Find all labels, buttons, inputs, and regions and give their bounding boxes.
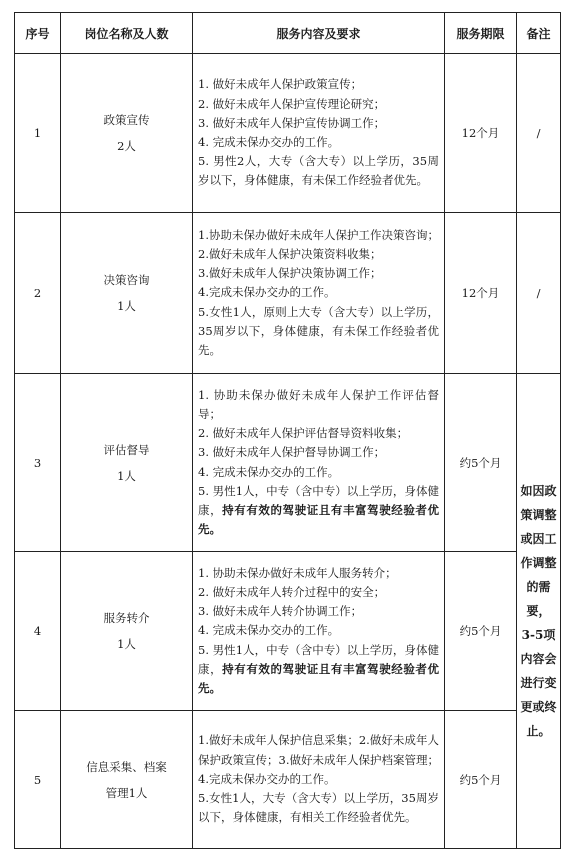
position-name: 信息采集、档案	[86, 759, 167, 774]
row-position	[61, 213, 193, 374]
job-table	[14, 12, 561, 849]
merged-remark: 如因政策调整或因工作调整的需要，3-5项内容会进行变更或终止。	[517, 374, 561, 849]
row-content	[193, 213, 445, 374]
row-no: 4	[15, 552, 61, 711]
item5-bold-text: 持有有效的驾驶证且有丰富驾驶经验者优先。	[198, 661, 440, 695]
row-remark: /	[517, 213, 561, 374]
row-content	[193, 711, 445, 849]
table-row	[15, 552, 561, 711]
content-item: 2. 做好未成年人转介过程中的安全；	[198, 584, 386, 599]
position-count: 管理1人	[105, 785, 148, 800]
content-item: 1. 协助未保办做好未成年人服务转介；	[198, 565, 397, 580]
item5-text: 5. 男性1人，中专（含中专）以上学历，身体健康，	[198, 483, 439, 517]
content-item: 3.做好未成年人保护决策协调工作；	[198, 266, 382, 281]
item5-bold-text: 持有有效的驾驶证且有丰富驾驶经验者优先。	[198, 502, 440, 537]
row-term: 约5个月	[445, 374, 517, 552]
row-term: 12个月	[445, 213, 517, 374]
row-position	[61, 711, 193, 849]
table-row	[15, 711, 561, 849]
row-remark: /	[517, 54, 561, 213]
content-item: 2. 做好未成年人保护评估督导资料收集；	[198, 426, 409, 441]
content-item	[198, 641, 439, 699]
content-item: 4. 完成未保办交办的工作。	[198, 464, 340, 479]
row-position	[61, 54, 193, 213]
position-name: 评估督导	[103, 442, 150, 457]
content-item: 2. 做好未成年人保护宣传理论研究；	[198, 96, 386, 111]
content-item	[198, 482, 439, 540]
content-item: 1.协助未保办做好未成年人保护工作决策咨询；	[198, 227, 439, 242]
position-count: 2人	[117, 139, 136, 153]
row-no: 1	[15, 54, 61, 213]
content-item: 3. 做好未成年人保护宣传协调工作；	[198, 115, 386, 130]
header-position: 岗位名称及人数	[61, 13, 193, 54]
position-count: 1人	[117, 468, 136, 483]
content-item: 5.女性1人，大专（含大专）以上学历，35周岁以下，身体健康，有相关工作经验者优先。	[198, 791, 439, 825]
table-row	[15, 54, 561, 213]
row-content	[193, 374, 445, 552]
table-row	[15, 374, 561, 552]
content-item: 4.完成未保办交办的工作。	[198, 285, 336, 300]
header-remark: 备注	[517, 13, 561, 54]
content-item: 2.做好未成年人保护决策资料收集；	[198, 246, 382, 261]
row-position	[61, 552, 193, 711]
row-content	[193, 552, 445, 711]
header-row	[15, 13, 561, 54]
content-item: 1.做好未成年人保护信息采集；2.做好未成年人保护政策宣传；3.做好未成年人保护档案管理；4.完成未保办交办的工作。	[198, 733, 439, 786]
content-item: 5.女性1人，原则上大专（含大专）以上学历，35周岁以下，身体健康，有未保工作经验者优先。	[198, 304, 439, 357]
row-term: 约5个月	[445, 552, 517, 711]
table-row	[15, 213, 561, 374]
row-no: 3	[15, 374, 61, 552]
content-item: 5. 男性2人，大专（含大专）以上学历，35周岁以下，身体健康，有未保工作经验者优先。	[198, 154, 439, 188]
row-term: 12个月	[445, 54, 517, 213]
content-item: 3. 做好未成年人保护督导协调工作；	[198, 445, 386, 460]
position-name: 服务转介	[103, 611, 150, 625]
position-count: 1人	[117, 637, 136, 651]
position-count: 1人	[117, 299, 136, 313]
row-term: 约5个月	[445, 711, 517, 849]
row-position	[61, 374, 193, 552]
header-term: 服务期限	[445, 13, 517, 54]
row-no: 5	[15, 711, 61, 849]
content-item: 4. 完成未保办交办的工作。	[198, 135, 340, 149]
content-item: 1. 协助未保办做好未成年人保护工作评估督导；	[198, 387, 439, 421]
position-name: 政策宣传	[103, 113, 150, 127]
header-no: 序号	[15, 13, 61, 54]
content-item: 4. 完成未保办交办的工作。	[198, 623, 340, 638]
position-name: 决策咨询	[103, 273, 150, 287]
content-item: 3. 做好未成年人转介协调工作；	[198, 604, 363, 619]
row-no: 2	[15, 213, 61, 374]
item5-text: 5. 男性1人，中专（含中专）以上学历，身体健康，	[198, 642, 439, 676]
header-content: 服务内容及要求	[193, 13, 445, 54]
row-content	[193, 54, 445, 213]
content-item: 1. 做好未成年人保护政策宣传；	[198, 77, 363, 92]
